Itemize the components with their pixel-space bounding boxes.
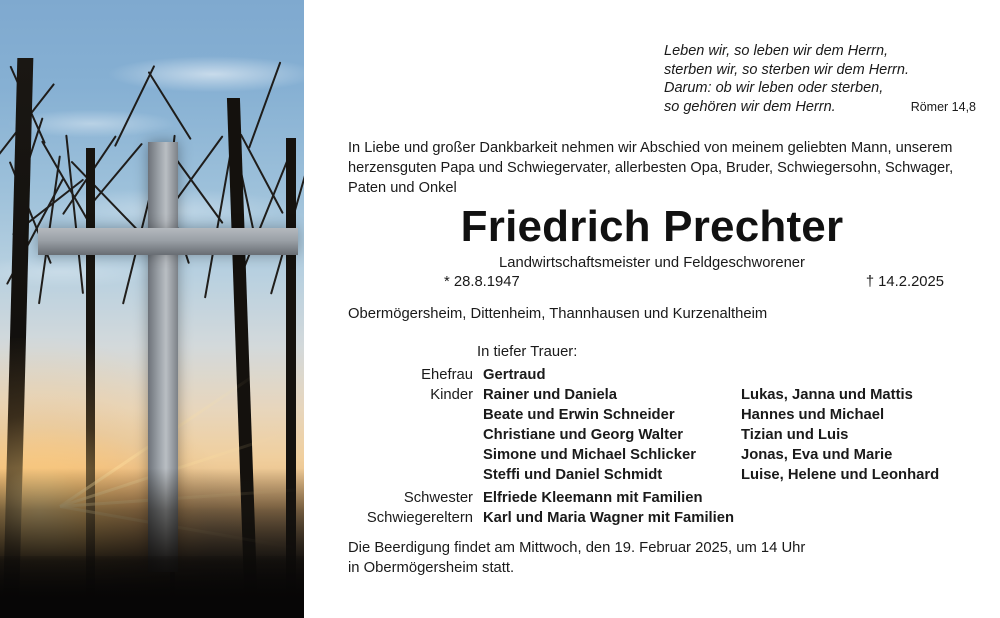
family-names-left: Steffi und Daniel Schmidt [483, 467, 663, 484]
family-row [348, 386, 968, 406]
family-row [348, 406, 968, 426]
family-names-left: Elfriede Kleemann mit Familien [483, 490, 703, 507]
family-relation: Ehefrau [421, 367, 473, 383]
family-row [348, 446, 968, 466]
family-relation: Kinder [430, 387, 473, 404]
death-date: † 14.2.2025 [865, 274, 944, 290]
family-names-right: Luise, Helene und Leonhard [741, 467, 940, 484]
family-names-left: Rainer und Daniela [483, 387, 618, 404]
deceased-name: Friedrich Prechter [460, 202, 844, 251]
family-names-left: Gertraud [483, 367, 546, 383]
family-row [348, 366, 968, 386]
places-line: Obermögersheim, Dittenheim, Thannhausen und Kurzenaltheim [348, 306, 768, 322]
cross-icon [38, 228, 298, 255]
ground-foreground [0, 556, 304, 618]
family-names-right: Tizian und Luis [741, 427, 849, 444]
verse-source: Römer 14,8 [910, 99, 976, 114]
birth-date: * 28.8.1947 [444, 274, 520, 290]
family-names-left: Simone und Michael Schlicker [483, 447, 696, 464]
notice-text-column [304, 0, 1000, 618]
family-names-left: Karl und Maria Wagner mit Familien [483, 510, 735, 527]
family-row [348, 509, 968, 529]
family-row [348, 426, 968, 446]
family-row [348, 466, 968, 486]
family-list [348, 366, 968, 529]
funeral-info [348, 538, 968, 578]
verse-line: sterben wir, so sterben wir dem Herrn. [664, 61, 909, 78]
life-dates [444, 274, 944, 290]
verse-line: Darum: ob wir leben oder sterben, [664, 80, 884, 97]
family-names-left: Christiane und Georg Walter [483, 427, 684, 444]
family-row [348, 489, 968, 509]
memorial-photo [0, 0, 304, 618]
funeral-line-2: in Obermögersheim statt. [348, 560, 515, 576]
family-names-right: Jonas, Eva und Marie [741, 447, 893, 464]
family-relation: Schwester [403, 490, 473, 507]
funeral-line-1: Die Beerdigung findet am Mittwoch, den 19. Februar 2025, um 14 Uhr [348, 540, 806, 556]
family-relation: Schwiegereltern [366, 510, 473, 527]
verse-line: so gehören wir dem Herrn. [664, 98, 836, 115]
family-names-left: Beate und Erwin Schneider [483, 407, 675, 424]
verse-line-with-source [664, 98, 976, 117]
family-names-right: Hannes und Michael [741, 407, 885, 424]
mourning-heading: In tiefer Trauer: [477, 344, 578, 360]
verse-line: Leben wir, so leben wir dem Herrn, [664, 43, 889, 59]
deceased-title: Landwirtschaftsmeister und Feldgeschworener [499, 255, 805, 271]
bible-verse [664, 42, 976, 116]
family-names-right: Lukas, Janna und Mattis [741, 387, 913, 404]
intro-text: In Liebe und großer Dankbarkeit nehmen wir Abschied von meinem geliebten Mann, unserem herzensguten Papa und Schwiegervater, allerbesten Opa, Bruder, Schwiegersohn, Schwager, Paten und Onkel [348, 140, 954, 196]
